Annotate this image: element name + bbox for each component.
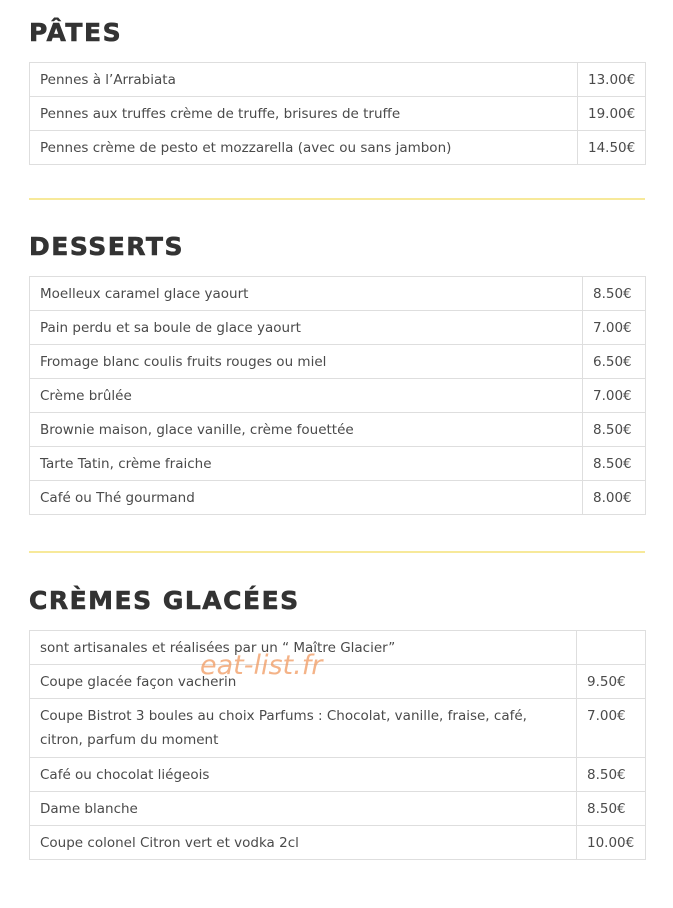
dish-name: Crème brûlée xyxy=(30,379,583,413)
dish-price: 13.00€ xyxy=(578,63,646,97)
dish-price: 7.00€ xyxy=(583,311,646,345)
menu-row xyxy=(30,63,646,97)
menu-table-pates xyxy=(29,62,646,165)
menu-row xyxy=(30,345,646,379)
menu-row xyxy=(30,379,646,413)
menu-row xyxy=(30,758,646,792)
section-divider xyxy=(29,551,645,553)
dish-name: Tarte Tatin, crème fraiche xyxy=(30,447,583,481)
menu-row xyxy=(30,277,646,311)
dish-price: 7.00€ xyxy=(583,379,646,413)
dish-name: Pennes crème de pesto et mozzarella (avec ou sans jambon) xyxy=(30,131,578,165)
menu-table-desserts xyxy=(29,276,646,515)
dish-name: Café ou Thé gourmand xyxy=(30,481,583,515)
dish-name: Pennes aux truffes crème de truffe, brisures de truffe xyxy=(30,97,578,131)
dish-price: 10.00€ xyxy=(577,826,646,860)
section-title-desserts: DESSERTS xyxy=(29,232,184,261)
dish-price: 14.50€ xyxy=(578,131,646,165)
dish-name: Fromage blanc coulis fruits rouges ou miel xyxy=(30,345,583,379)
dish-name: Café ou chocolat liégeois xyxy=(30,758,577,792)
dish-price: 8.00€ xyxy=(583,481,646,515)
menu-row xyxy=(30,131,646,165)
menu-row xyxy=(30,447,646,481)
dish-price: 6.50€ xyxy=(583,345,646,379)
menu-row xyxy=(30,631,646,665)
dish-price xyxy=(577,631,646,665)
menu-row xyxy=(30,826,646,860)
dish-name: Pennes à l’Arrabiata xyxy=(30,63,578,97)
dish-name: Dame blanche xyxy=(30,792,577,826)
dish-price: 8.50€ xyxy=(583,413,646,447)
dish-price: 7.00€ xyxy=(577,699,646,758)
menu-row xyxy=(30,665,646,699)
dish-name: Moelleux caramel glace yaourt xyxy=(30,277,583,311)
dish-price: 8.50€ xyxy=(583,277,646,311)
menu-row xyxy=(30,97,646,131)
dish-name: Coupe Bistrot 3 boules au choix Parfums : Chocolat, vanille, fraise, café, citron, parfum du moment xyxy=(30,699,577,758)
dish-name: sont artisanales et réalisées par un “ Maître Glacier” xyxy=(30,631,577,665)
menu-row xyxy=(30,481,646,515)
section-divider xyxy=(29,198,645,200)
section-title-pates: PÂTES xyxy=(29,18,123,47)
menu-row xyxy=(30,699,646,758)
dish-price: 19.00€ xyxy=(578,97,646,131)
dish-price: 8.50€ xyxy=(583,447,646,481)
dish-name: Coupe glacée façon vacherin xyxy=(30,665,577,699)
menu-row xyxy=(30,311,646,345)
dish-name: Coupe colonel Citron vert et vodka 2cl xyxy=(30,826,577,860)
dish-price: 8.50€ xyxy=(577,758,646,792)
menu-table-cremes-glacees xyxy=(29,630,646,860)
dish-price: 8.50€ xyxy=(577,792,646,826)
watermark: eat-list.fr xyxy=(200,650,323,681)
menu-row xyxy=(30,413,646,447)
section-title-cremes-glacees: CRÈMES GLACÉES xyxy=(29,586,300,615)
dish-name: Pain perdu et sa boule de glace yaourt xyxy=(30,311,583,345)
dish-name: Brownie maison, glace vanille, crème fouettée xyxy=(30,413,583,447)
menu-row xyxy=(30,792,646,826)
dish-price: 9.50€ xyxy=(577,665,646,699)
